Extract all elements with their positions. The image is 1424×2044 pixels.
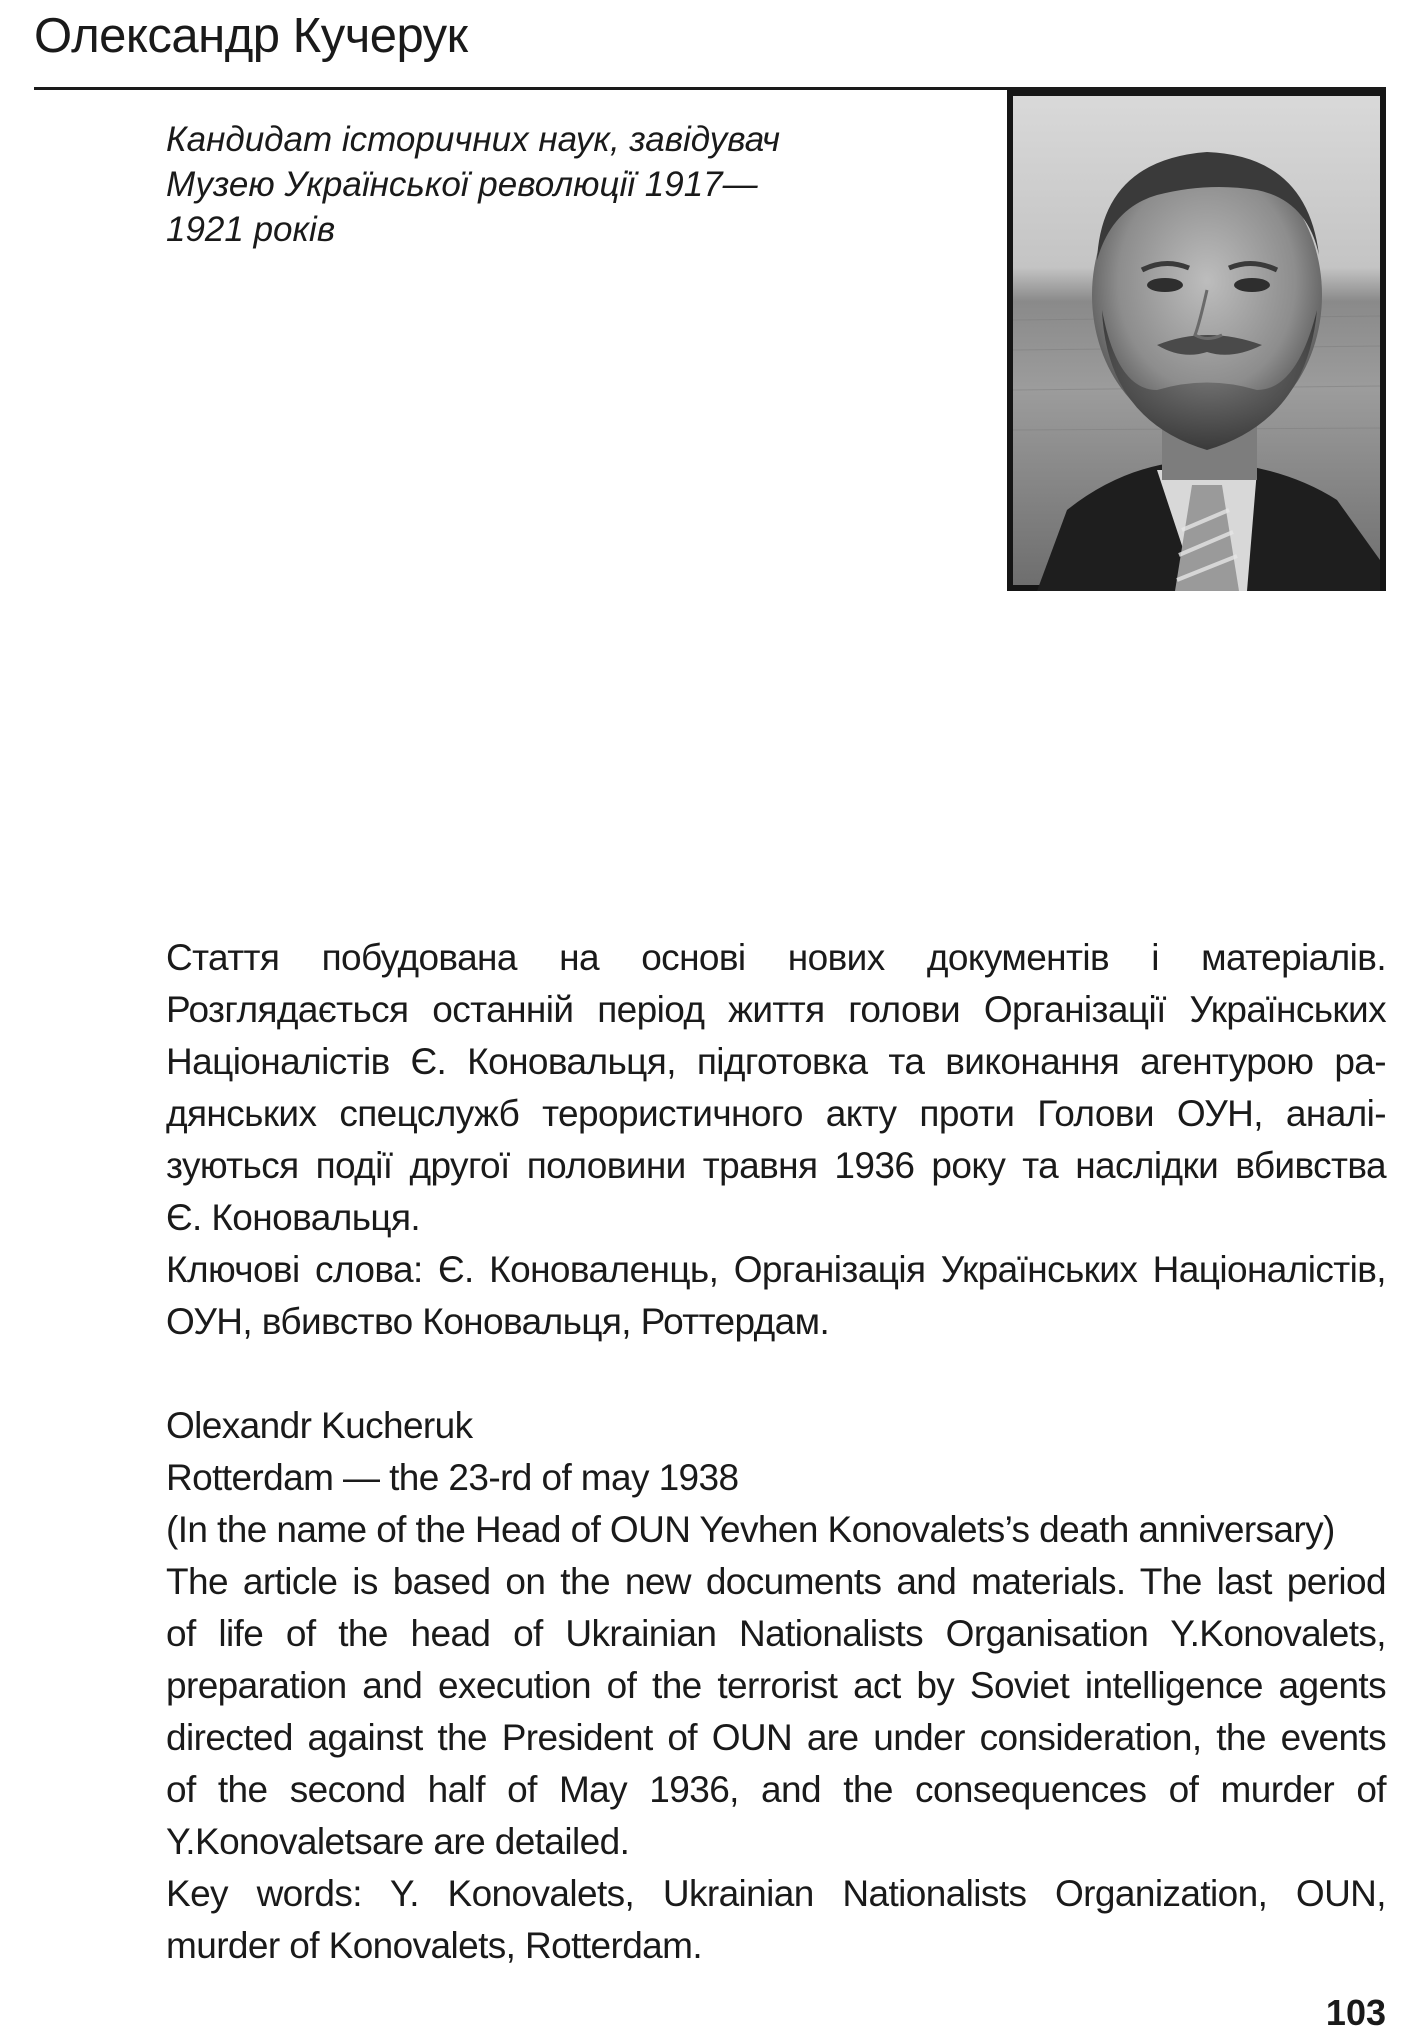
portrait-photo bbox=[1007, 90, 1386, 591]
abstract-english bbox=[166, 1400, 1386, 1972]
english-author: Olexandr Kucheruk bbox=[166, 1405, 473, 1446]
abstract-line: Y.Konovaletsare are detailed. bbox=[166, 1821, 630, 1862]
abstract-ukrainian bbox=[166, 932, 1386, 1348]
section-gap bbox=[166, 1348, 1386, 1400]
abstract bbox=[166, 932, 1386, 1972]
abstract-line bbox=[166, 1712, 1386, 1764]
abstract-line-text: of life of the head of Ukrainian Nationalists Organisation Y.Konovalets, bbox=[166, 1613, 1386, 1654]
author-name: Олександр Кучерук bbox=[34, 9, 468, 63]
keywords-line-text: Ключові слова: Є. Коноваленць, Організація Українських Націоналістів, bbox=[166, 1249, 1386, 1290]
abstract-line bbox=[166, 984, 1386, 1036]
abstract-line bbox=[166, 1556, 1386, 1608]
abstract-line bbox=[166, 1088, 1386, 1140]
abstract-line: Є. Коновальця. bbox=[166, 1197, 421, 1238]
abstract-line-text: дянських спецслужб терористичного акту проти Голови ОУН, аналі- bbox=[166, 1093, 1386, 1134]
page-number: 103 bbox=[1325, 1992, 1386, 2033]
abstract-line bbox=[166, 1660, 1386, 1712]
abstract-line bbox=[166, 1764, 1386, 1816]
abstract-line bbox=[166, 1036, 1386, 1088]
keywords-line-text: Key words: Y. Konovalets, Ukrainian Nationalists Organization, OUN, bbox=[166, 1873, 1386, 1914]
abstract-line-text: зуються події другої половини травня 1936 року та наслідки вбивства bbox=[166, 1145, 1386, 1186]
english-subtitle: (In the name of the Head of OUN Yevhen Konovalets’s death anniversary) bbox=[166, 1509, 1335, 1550]
keywords-line bbox=[166, 1868, 1386, 1920]
affiliation-line: Кандидат історичних наук, завідувач bbox=[166, 120, 780, 159]
keywords-line: murder of Konovalets, Rotterdam. bbox=[166, 1925, 703, 1966]
abstract-line bbox=[166, 1608, 1386, 1660]
affiliation-line: 1921 років bbox=[166, 210, 336, 249]
author-portrait bbox=[1007, 90, 1386, 591]
abstract-line-text: The article is based on the new documents and materials. The last period bbox=[166, 1561, 1386, 1602]
abstract-line-text: Стаття побудована на основі нових документів і матеріалів. bbox=[166, 937, 1386, 978]
abstract-line bbox=[166, 932, 1386, 984]
abstract-line-text: Розглядається останній період життя голови Організації Українських bbox=[166, 989, 1386, 1030]
abstract-line-text: directed against the President of OUN are under consideration, the events bbox=[166, 1717, 1386, 1758]
affiliation-line: Музею Української революції 1917— bbox=[166, 165, 758, 204]
keywords-line bbox=[166, 1244, 1386, 1296]
abstract-line-text: Націоналістів Є. Коновальця, підготовка та виконання агентурою ра- bbox=[166, 1041, 1386, 1082]
abstract-line-text: preparation and execution of the terrorist act by Soviet intelligence agents bbox=[166, 1665, 1386, 1706]
abstract-line bbox=[166, 1140, 1386, 1192]
english-title: Rotterdam — the 23-rd of may 1938 bbox=[166, 1457, 739, 1498]
keywords-line: ОУН, вбивство Коновальця, Роттердам. bbox=[166, 1301, 830, 1342]
author-affiliation bbox=[166, 117, 866, 252]
abstract-line-text: of the second half of May 1936, and the consequences of murder of bbox=[166, 1769, 1386, 1810]
